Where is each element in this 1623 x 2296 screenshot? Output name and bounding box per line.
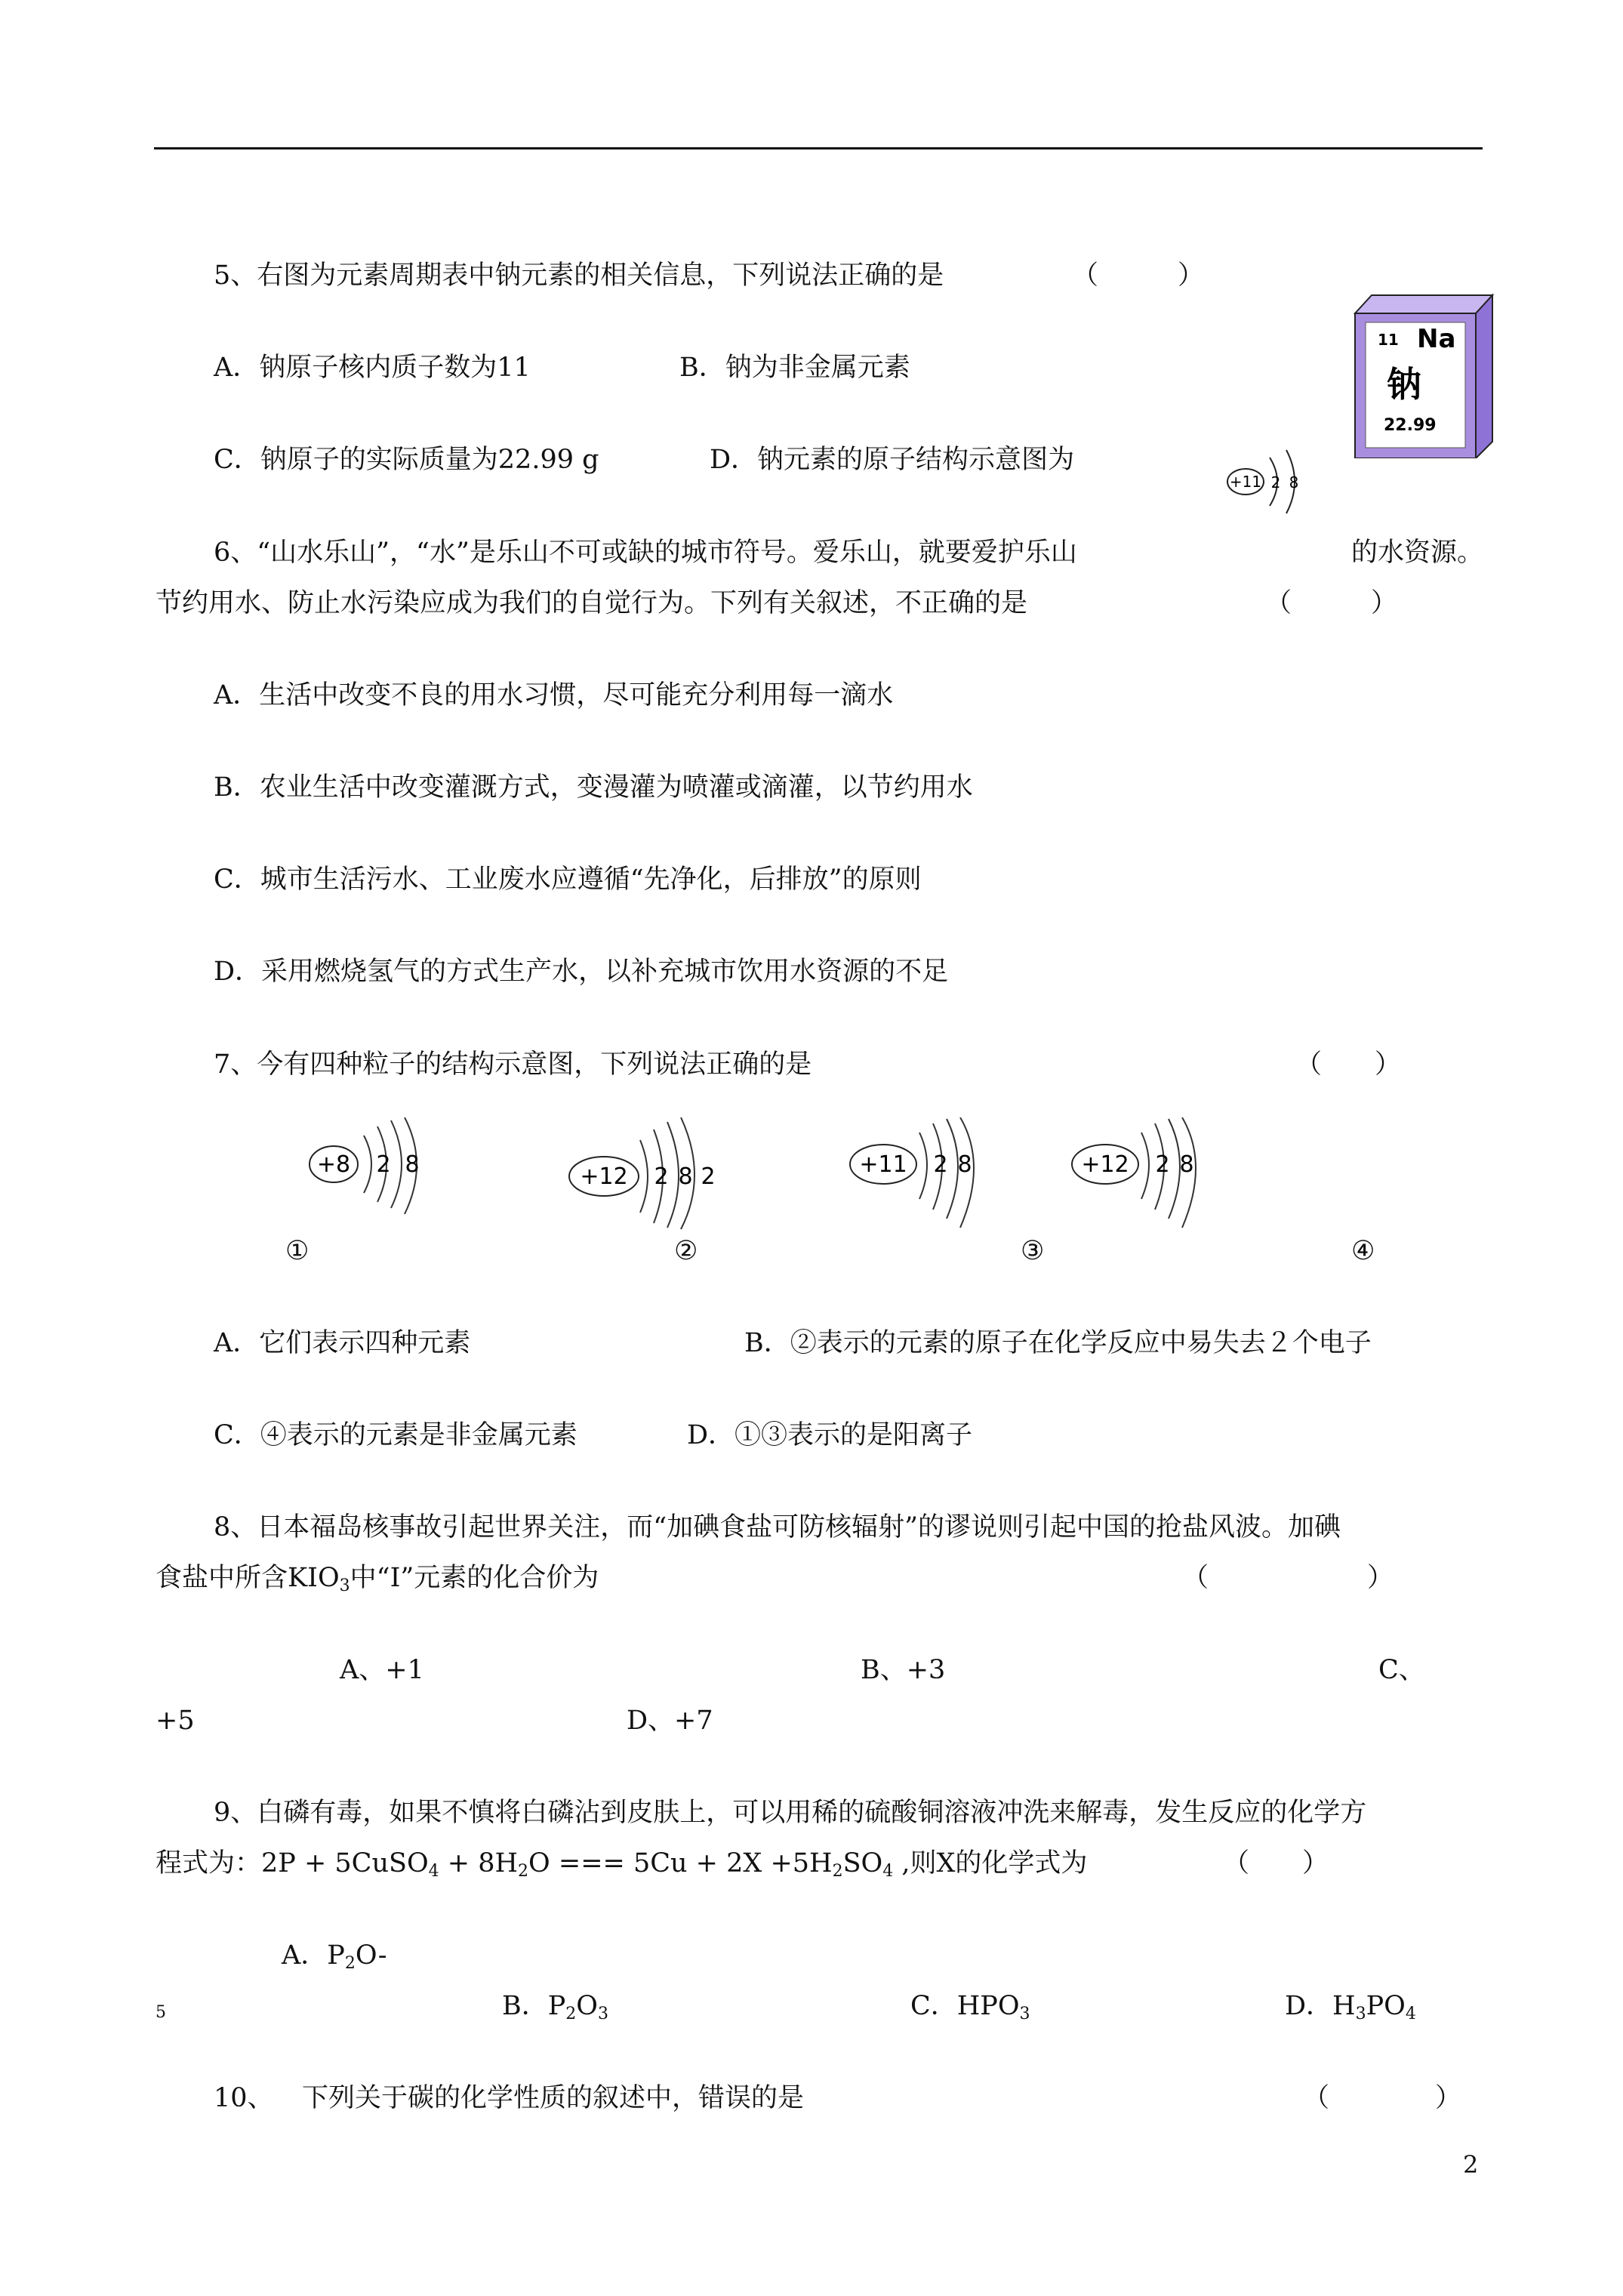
q9-option-a: A．$P_2O-$ <box>282 1940 387 1973</box>
q8-line2: 食盐中所含$KIO_3$中“I”元素的化合价为 <box>156 1563 599 1595</box>
svg-text:+12: +12 <box>580 1163 628 1190</box>
q7-option-b: B．②表示的元素的原子在化学反应中易失去２个电子 <box>744 1328 1372 1358</box>
q6-option-d: D．采用燃烧氢气的方式生产水，以补充城市饮用水资源的不足 <box>214 957 949 987</box>
q6-line2: 节约用水、防止水污染应成为我们的自觉行为。下列有关叙述，不正确的是 <box>156 588 1028 618</box>
nucleus-charge: +11 <box>1229 473 1262 491</box>
particle-diagram-1 <box>302 1117 445 1223</box>
q5-option-c: C．钠原子的实际质量为22.99 g <box>214 445 599 475</box>
diagram-label-1: ① <box>285 1236 310 1266</box>
q8-option-c-value: +5 <box>156 1706 195 1736</box>
page-number: 2 <box>1463 2150 1479 2179</box>
q7-option-d: D．①③表示的是阳离子 <box>687 1420 973 1450</box>
diagram-label-4: ④ <box>1351 1236 1375 1266</box>
particle-diagram-2 <box>566 1117 740 1231</box>
element-symbol: Na <box>1417 324 1456 354</box>
q5-option-a: A．钠原子核内质子数为11 <box>214 353 531 383</box>
q9-option-b: B．$P_2O_3$ <box>502 1991 608 2023</box>
svg-text:2: 2 <box>1155 1151 1170 1178</box>
q6-answer-bracket: （ ） <box>1265 588 1398 618</box>
q5-option-d: D．钠元素的原子结构示意图为 <box>710 445 1075 475</box>
q10-stem: 下列关于碳的化学性质的叙述中，错误的是 <box>302 2083 805 2113</box>
svg-text:2: 2 <box>933 1151 948 1178</box>
element-mass: 22.99 <box>1384 416 1437 435</box>
element-number: 11 <box>1378 331 1399 349</box>
q6-line1: 6、“山水乐山”，“水”是乐山不可或缺的城市符号。爱乐山，就要爱护乐山 <box>214 538 1077 568</box>
q9-equation: 程式为：2P + 5CuSO$_4$ + $8H_2O$ === $5Cu + 2X +5H_2SO_4$ ,则X的化学式为 <box>156 1848 1088 1881</box>
element-name: 钠 <box>1387 364 1421 405</box>
q7-stem: 7、今有四种粒子的结构示意图，下列说法正确的是 <box>214 1049 812 1080</box>
q9-option-c: C．$HPO_3$ <box>910 1991 1030 2023</box>
q7-answer-bracket: （ ） <box>1295 1049 1402 1080</box>
svg-text:2: 2 <box>701 1163 716 1190</box>
svg-text:8: 8 <box>405 1151 420 1178</box>
q8-option-b: B、+3 <box>861 1655 946 1685</box>
q10-answer-bracket: （ ） <box>1303 2083 1462 2113</box>
q8-option-d: D、+7 <box>627 1706 713 1736</box>
shell-electrons: 2 <box>1270 473 1281 492</box>
sodium-atom-structure-diagram <box>1223 447 1313 516</box>
q8-option-c-label: C、 <box>1378 1655 1425 1685</box>
sodium-element-card <box>1347 291 1498 458</box>
q5-option-b: B．钠为非金属元素 <box>679 353 910 383</box>
q10-number: 10、 <box>214 2083 274 2113</box>
q9-answer-bracket: （ ） <box>1223 1848 1329 1878</box>
q5-stem: 5、右图为元素周期表中钠元素的相关信息，下列说法正确的是 <box>214 260 944 291</box>
q6-option-c: C．城市生活污水、工业废水应遵循“先净化，后排放”的原则 <box>214 864 922 895</box>
q6-option-b: B．农业生活中改变灌溉方式，变漫灌为喷灌或滴灌，以节约用水 <box>214 772 973 803</box>
q9-option-d: D．$H_3PO_4$ <box>1285 1991 1416 2023</box>
q6-line1-end: 的水资源。 <box>1351 538 1484 568</box>
q5-answer-bracket: （ ） <box>1072 260 1205 291</box>
q8-option-a: A、+1 <box>340 1655 424 1685</box>
header-rule <box>154 147 1483 149</box>
svg-text:+12: +12 <box>1081 1151 1129 1178</box>
q7-option-c: C．④表示的元素是非金属元素 <box>214 1420 577 1450</box>
q9-option-a-wrapped-subscript: 5 <box>156 2003 166 2022</box>
svg-text:+8: +8 <box>316 1151 351 1178</box>
shell-electrons: 8 <box>1289 473 1299 492</box>
diagram-label-2: ② <box>674 1236 698 1266</box>
q9-line1: 9、白磷有毒，如果不慎将白磷沾到皮肤上，可以用稀的硫酸铜溶液冲洗来解毒，发生反应的化学方 <box>214 1798 1367 1828</box>
q6-option-a: A．生活中改变不良的用水习惯，尽可能充分利用每一滴水 <box>214 680 894 710</box>
particle-diagram-4 <box>1064 1117 1238 1231</box>
svg-text:8: 8 <box>957 1151 972 1178</box>
particle-diagram-3 <box>845 1117 1019 1231</box>
svg-text:+11: +11 <box>859 1151 907 1178</box>
svg-text:2: 2 <box>654 1163 669 1190</box>
q8-answer-bracket: （ ） <box>1182 1563 1394 1593</box>
svg-text:8: 8 <box>1179 1151 1194 1178</box>
q7-option-a: A．它们表示四种元素 <box>214 1328 471 1358</box>
svg-text:8: 8 <box>678 1163 693 1190</box>
svg-text:2: 2 <box>376 1151 391 1178</box>
diagram-label-3: ③ <box>1021 1236 1045 1266</box>
q8-line1: 8、日本福岛核事故引起世界关注，而“加碘食盐可防核辐射”的谬说则引起中国的抢盐风波。加碘 <box>214 1512 1341 1542</box>
